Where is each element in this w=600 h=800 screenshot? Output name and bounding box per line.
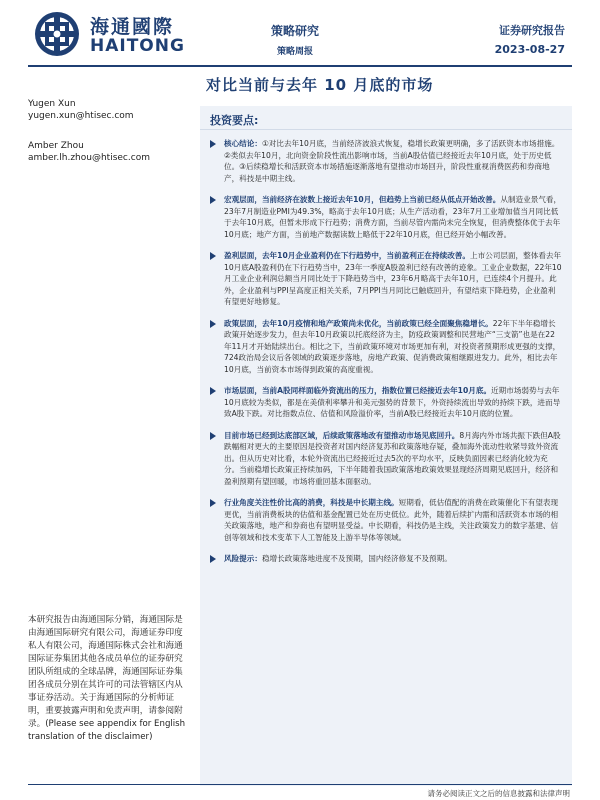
bullet-arrow-icon: [210, 140, 216, 148]
report-date: 2023-08-27: [494, 43, 565, 56]
investment-highlights-panel: [200, 106, 572, 786]
highlight-lead: 行业角度关注性价比高的消费，科技是中长期主线。: [224, 498, 399, 507]
highlight-lead: 盈利层面，去年10月企业盈利仍在下行趋势中，当前盈利正在持续改善。: [224, 251, 470, 260]
header-section: [240, 22, 350, 57]
bullet-arrow-icon: [210, 499, 216, 507]
section-label: 策略研究: [270, 24, 319, 38]
bullet-arrow-icon: [210, 555, 216, 563]
footer-note: 请务必阅读正文之后的信息披露和法律声明: [427, 789, 570, 798]
highlight-item: [210, 250, 562, 308]
highlight-lead: 目前市场已经到达底部区域，后续政策落地改有望推动市场见底回升。: [224, 430, 460, 440]
highlight-item: [210, 385, 562, 420]
highlight-body: 短期看，低估值配的消费在政策催化下有望表现更优，当前消费板块的估值和基金配置已处在历史低位。此外，随着后续扩内需和活跃资本市场的相关政策落地，地产和券商也有望明显受益。中长期看，科技仍是主线，关注政策发力的数字基建、信创等领域和技术变革下人工智能及上游半导体等领域。: [224, 498, 559, 542]
panel-heading: 投资要点:: [200, 106, 572, 130]
bullet-arrow-icon: [210, 196, 216, 204]
report-type: 证券研究报告: [499, 24, 565, 37]
highlight-lead: 核心结论：: [224, 139, 262, 148]
distribution-disclaimer: 本研究报告由海通国际分销，海通国际是由海通国际研究有限公司，海通证券印度私人有限公司，海通国际株式会社和海通国际证券集团其他各成员单位的证券研究团队所组成的全球品牌，海通国际证券集团各成员分别在其许可的司法管辖区内从事证券活动。关于海通国际的分析师证明，重要披露声明和免责声明，请参阅附录。(Please see appendix for English translation of the disclaimer): [28, 615, 186, 742]
author-name: Yugen Xun: [28, 99, 76, 109]
bullet-arrow-icon: [210, 387, 216, 395]
bullet-arrow-icon: [210, 432, 216, 440]
highlight-body: 22年下半年稳增长政策开始逐步发力，但去年10月政策以托底经济为主，防疫政策调整和民营地产“三支箭”也是在22年11月才开始陆续出台。相比之下，当前政策环境对市场更加有利，对投资者预期形成更强的支撑，724政治局会议后各领域的政策逐步落地，房地产政策、促消费政策相继跟进发力。此外，相比去年10月底，当前资本市场得到政策的高度重视。: [224, 318, 561, 374]
header-meta: [495, 22, 565, 56]
highlight-body: 上市公司层面，整体看去年10月底A股盈利仍在下行趋势当中，23年一季度A股盈利已经有改善的迹象。工业企业数据，22年10月工业企业利润总额当月同比处于下降趋势当中，23年6月略高于去年10月，已连续4个月提升。此外，企业盈利与PPI呈高度正相关关系，7月PPI当月同比已触底回升，有望结束下降趋势，企业盈利有望更好地修复。: [224, 251, 562, 306]
highlight-item: [210, 138, 562, 184]
highlight-body: 近期市场弱势与去年10月底较为类似，都是在美债利率攀升和美元强势的背景下，外资持续流出导致的持续下跌，进而导致A股下跌。对比指数点位、估值和风险溢价率，当前A股已经接近去年10月底的位置。: [224, 386, 561, 418]
header-divider: [28, 65, 572, 67]
highlight-item: [210, 553, 562, 565]
highlight-lead: 市场层面，当前A股同样面临外资流出的压力，指数位置已经接近去年10月底。: [224, 386, 492, 395]
report-title: 对比当前与去年 10 月底的市场: [206, 76, 434, 94]
footer-divider: [28, 784, 572, 785]
highlight-item: [210, 318, 562, 376]
page-header: [0, 0, 600, 64]
bullet-arrow-icon: [210, 252, 216, 260]
highlight-item: [210, 497, 562, 543]
highlight-list: [200, 130, 572, 565]
subsection-label: 策略周报: [276, 47, 313, 57]
haitong-logo-icon: [33, 10, 81, 58]
highlight-body: 稳增长政策落地进度不及预期，国内经济修复不及预期。: [261, 554, 452, 563]
author-entry: [28, 98, 188, 122]
highlight-item: [210, 430, 562, 488]
author-entry: [28, 140, 188, 164]
logo-english-name: HAITONG: [90, 36, 185, 56]
highlight-body: 8月海内外市场共振下跌但A股跌幅相对更大的主要原因是投资者对国内经济复苏和政策落地存疑，叠加海外流动性收紧导致外资流出。但从历史对比看，本轮外资流出已经接近过去5次的平均水平，反映负面因素已经消化较为充分。当前稳增长政策正持续加码，下半年随着我国政策落地政策效果显现经济周期见底回升，经济和盈利预期有望回暖，市场将重回基本面驱动。: [224, 430, 561, 486]
logo-chinese-name: 海通國際: [90, 16, 175, 38]
author-name: Amber Zhou: [28, 141, 84, 151]
highlight-item: [210, 194, 562, 240]
highlight-body: ①对比去年10月底，当前经济波浪式恢复，稳增长政策更明确，多了活跃资本市场措施。②类似去年10月，北向资金阶段性流出影响市场，当前A股估值已经接近去年10月底，处于历史低位。③后续稳增长和活跃资本市场措施逐渐落地有望推动市场回升，阶段性重视消费医药和券商地产，科技是中期主线。: [224, 139, 560, 183]
author-email[interactable]: amber.lh.zhou@htisec.com: [28, 153, 150, 163]
highlight-lead: 宏观层面，当前经济在波数上接近去年10月，但趋势上当前已经从低点开始改善。: [224, 195, 501, 204]
author-list: [28, 98, 188, 182]
highlight-body: 从制造业景气看，23年7月制造业PMI为49.3%，略高于去年10月底；从生产活动看，23年7月工业增加值当月同比低于去年10月底，但暂未形成下行趋势；消费方面，当前尽管内需尚未完全恢复，但消费整体优于去年10月底；地产方面，当前地产数据读数上略低于22年10月底，但已经开始小幅改善。: [224, 195, 562, 239]
author-email[interactable]: yugen.xun@htisec.com: [28, 111, 134, 121]
highlight-lead: 风险提示：: [224, 554, 262, 563]
bullet-arrow-icon: [210, 320, 216, 328]
highlight-lead: 政策层面，去年10月疫情和地产政策尚未优化，当前政策已经全面聚焦稳增长。: [224, 318, 493, 328]
